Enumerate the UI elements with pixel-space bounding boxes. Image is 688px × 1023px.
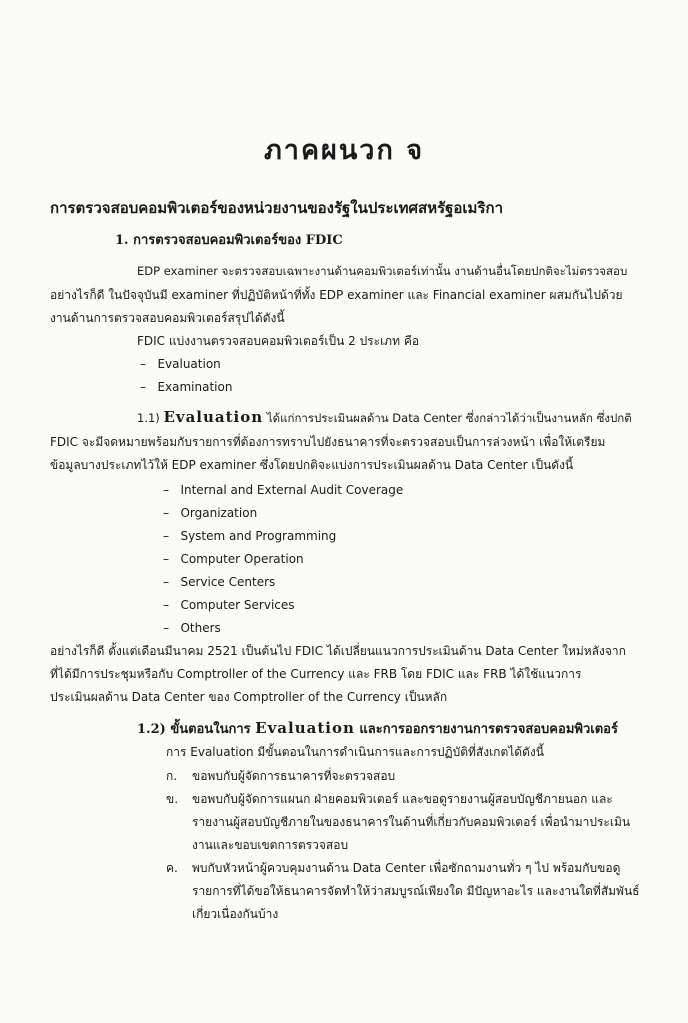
section-1-para-line-3: งานด้านการตรวจสอบคอมพิวเตอร์สรุปได้ดังนี้ [50, 311, 285, 325]
type-item-1-label: Evaluation [157, 357, 221, 371]
section-1-para-line-2: อย่างไรก็ดี ในปัจจุบันมี examiner ที่ปฏิบัติหน้าที่ทั้ง EDP examiner และ Financial examiner ผสมกันไปด้วย [50, 288, 623, 302]
dc-item-7-label: Others [180, 621, 221, 635]
step-b-line-3: งานและขอบเขตการตรวจสอบ [192, 838, 349, 852]
step-a-marker: ก. [166, 769, 178, 783]
after-line-3: ประเมินผลด้าน Data Center ของ Comptroller of the Currency เป็นหลัก [50, 690, 448, 704]
section-1-2-number: 1.2) [137, 722, 166, 737]
section-1-1-line-2: FDIC จะมีจดหมายพร้อมกับรายการที่ต้องการทราบไปยังธนาคารที่จะตรวจสอบเป็นการล่วงหน้า เพื่อให้เตรียม [50, 435, 606, 449]
step-a-line-1: ขอพบกับผู้จัดการธนาคารที่จะตรวจสอบ [192, 769, 396, 783]
section-1-1-term: Evaluation [163, 408, 264, 426]
section-1-1-text-1: ได้แก่การประเมินผลด้าน Data Center ซึ่งกล่าวได้ว่าเป็นงานหลัก ซึ่งปกติ [266, 411, 632, 425]
section-1-1-line-1 [137, 409, 632, 426]
dc-item-1: – Internal and External Audit Coverage [163, 483, 404, 497]
step-c-line-1: พบกับหัวหน้าผู้ควบคุมงานด้าน Data Center เพื่อซักถามงานทั่ว ๆ ไป พร้อมกับขอดู [192, 861, 621, 875]
dc-item-1-label: Internal and External Audit Coverage [180, 483, 404, 497]
dc-item-3-label: System and Programming [180, 529, 337, 543]
step-c-line-3: เกี่ยวเนื่องกันบ้าง [192, 907, 279, 921]
after-line-2: ที่ได้มีการประชุมหรือกับ Comptroller of the Currency และ FRB โดย FDIC และ FRB ได้ใช้แนวการ [50, 667, 582, 681]
section-1-2-heading [137, 720, 618, 738]
dc-item-2-label: Organization [180, 506, 258, 520]
type-item-2: – Examination [140, 380, 233, 394]
step-b-line-1: ขอพบกับผู้จัดการแผนก ฝ่ายคอมพิวเตอร์ และขอดูรายงานผู้สอบบัญชีภายนอก และ [192, 792, 613, 806]
page-title: ภาคผนวก จ [263, 135, 425, 166]
section-1-2-heading-a: ขั้นตอนในการ [170, 722, 251, 737]
section-1-2-intro: การ Evaluation มีขั้นตอนในการดำเนินการและการปฏิบัติที่สังเกตได้ดังนี้ [166, 745, 544, 759]
section-1-para-line-1: EDP examiner จะตรวจสอบเฉพาะงานด้านคอมพิวเตอร์เท่านั้น งานด้านอื่นโดยปกติจะไม่ตรวจสอบ [137, 264, 628, 278]
step-b-marker: ข. [166, 792, 179, 806]
dc-item-5: – Service Centers [163, 575, 276, 589]
section-1-1-line-3: ข้อมูลบางประเภทไว้ให้ EDP examiner ซึ่งโดยปกติจะแบ่งการประเมินผลด้าน Data Center เป็นดังนี้ [50, 458, 574, 472]
dc-item-2: – Organization [163, 506, 258, 520]
dc-item-6-label: Computer Services [180, 598, 295, 612]
dc-item-6: – Computer Services [163, 598, 295, 612]
dc-item-7: – Others [163, 621, 221, 635]
section-1-heading: 1. การตรวจสอบคอมพิวเตอร์ของ FDIC [115, 233, 343, 248]
section-1-2-heading-b: และการออกรายงานการตรวจสอบคอมพิวเตอร์ [359, 722, 618, 737]
step-b-line-2: รายงานผู้สอบบัญชีภายในของธนาคารในด้านที่เกี่ยวกับคอมพิวเตอร์ เพื่อนำมาประเมิน [192, 815, 631, 829]
type-item-2-label: Examination [157, 380, 233, 394]
dc-item-4: – Computer Operation [163, 552, 304, 566]
type-item-1: – Evaluation [140, 357, 221, 371]
step-c-line-2: รายการที่ได้ขอให้ธนาคารจัดทำให้ว่าสมบูรณ์เพียงใด มีปัญหาอะไร และงานใดที่สัมพันธ์ [192, 884, 640, 898]
dc-item-5-label: Service Centers [180, 575, 276, 589]
main-heading: การตรวจสอบคอมพิวเตอร์ของหน่วยงานของรัฐในประเทศสหรัฐอเมริกา [50, 199, 504, 217]
dc-item-4-label: Computer Operation [180, 552, 304, 566]
dc-item-3: – System and Programming [163, 529, 337, 543]
step-c-marker: ค. [166, 861, 178, 875]
types-intro: FDIC แบ่งงานตรวจสอบคอมพิวเตอร์เป็น 2 ประเภท คือ [137, 334, 420, 348]
after-line-1: อย่างไรก็ดี ตั้งแต่เดือนมีนาคม 2521 เป็นต้นไป FDIC ได้เปลี่ยนแนวการประเมินด้าน Data Center ใหม่หลังจาก [50, 644, 626, 658]
section-1-1-number: 1.1) [137, 411, 160, 425]
section-1-2-term: Evaluation [255, 719, 355, 737]
